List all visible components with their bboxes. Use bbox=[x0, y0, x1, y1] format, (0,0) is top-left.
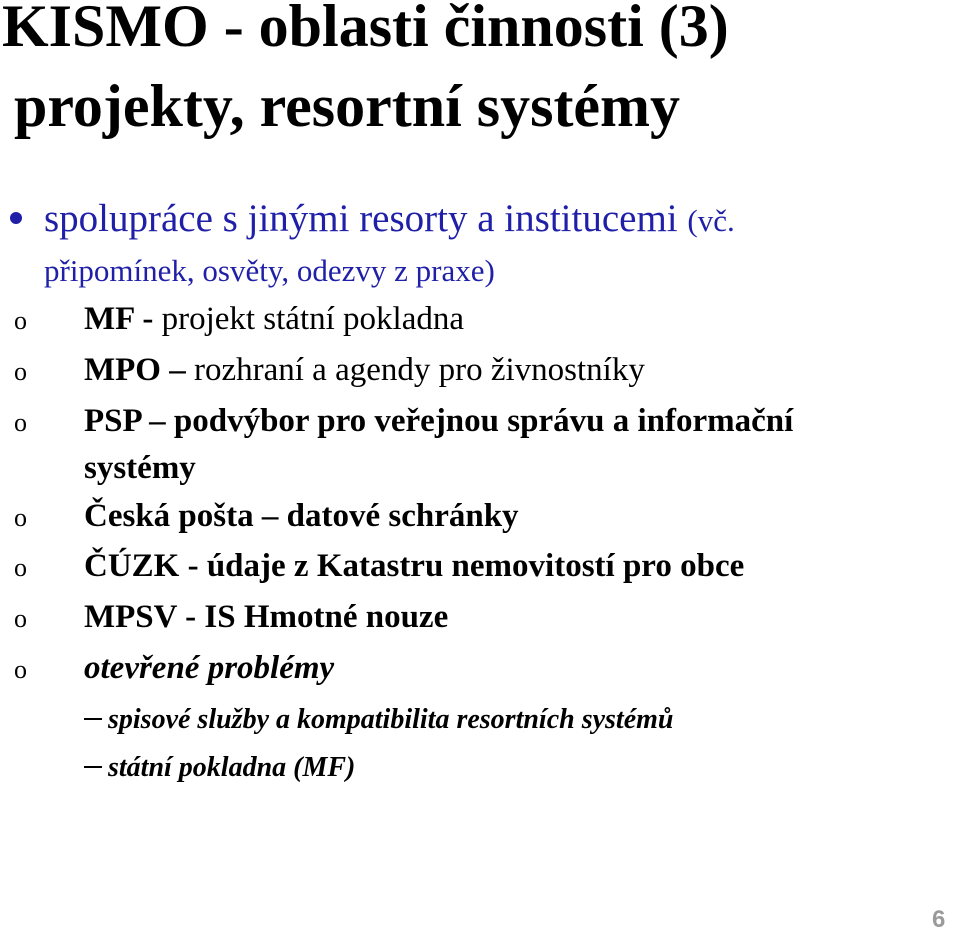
list-marker: o bbox=[14, 357, 27, 386]
sub-item bbox=[84, 752, 355, 784]
list-item-mf bbox=[84, 301, 464, 338]
list-marker: o bbox=[14, 503, 27, 532]
main-bullet-small: (vč. bbox=[687, 203, 735, 238]
main-bullet-continuation: připomínek, osvěty, odezvy z praxe) bbox=[44, 253, 495, 288]
list-item-mpo bbox=[84, 352, 645, 389]
list-marker: o bbox=[14, 553, 27, 582]
list-marker: o bbox=[14, 408, 27, 437]
list-item-desc: projekt státní pokladna bbox=[161, 301, 465, 337]
dash-icon bbox=[84, 766, 102, 768]
list-item-ceska-posta bbox=[84, 498, 519, 535]
list-item-cuzk: ČÚZK - údaje z Katastru nemovitostí pro obce bbox=[84, 548, 745, 584]
main-bullet-large: spolupráce s jinými resorty a institucemi bbox=[44, 197, 678, 240]
list-item-org: MPO – bbox=[84, 352, 186, 388]
list-item-desc: rozhraní a agendy pro živnostníky bbox=[193, 352, 645, 388]
list-item-desc: podvýbor pro veřejnou správu a informační bbox=[173, 403, 794, 439]
list-marker: o bbox=[14, 306, 27, 335]
slide-title-line-2: projekty, resortní systémy bbox=[14, 73, 681, 139]
list-item-desc: datové schránky bbox=[286, 498, 519, 534]
sub-item-text: spisové služby a kompatibilita resortních systémů bbox=[108, 704, 674, 735]
slide-title-line-1: KISMO - oblasti činnosti (3) bbox=[2, 0, 729, 59]
list-marker: o bbox=[14, 655, 27, 684]
list-item-org: Česká pošta – bbox=[84, 498, 279, 534]
bullet-dot-icon bbox=[10, 212, 22, 224]
sub-item bbox=[84, 704, 673, 736]
dash-icon bbox=[84, 718, 102, 720]
list-item-psp bbox=[84, 403, 793, 440]
list-item-mpsv: MPSV - IS Hmotné nouze bbox=[84, 599, 449, 635]
list-item-psp-continuation: systémy bbox=[84, 450, 196, 486]
main-bullet-text bbox=[44, 196, 735, 241]
sub-item-text: státní pokladna (MF) bbox=[108, 752, 356, 783]
list-item-open-problems: otevřené problémy bbox=[84, 650, 335, 686]
page-number: 6 bbox=[932, 906, 946, 933]
list-marker: o bbox=[14, 604, 27, 633]
list-item-org: PSP – bbox=[84, 403, 166, 439]
list-item-org: MF - bbox=[84, 301, 154, 337]
